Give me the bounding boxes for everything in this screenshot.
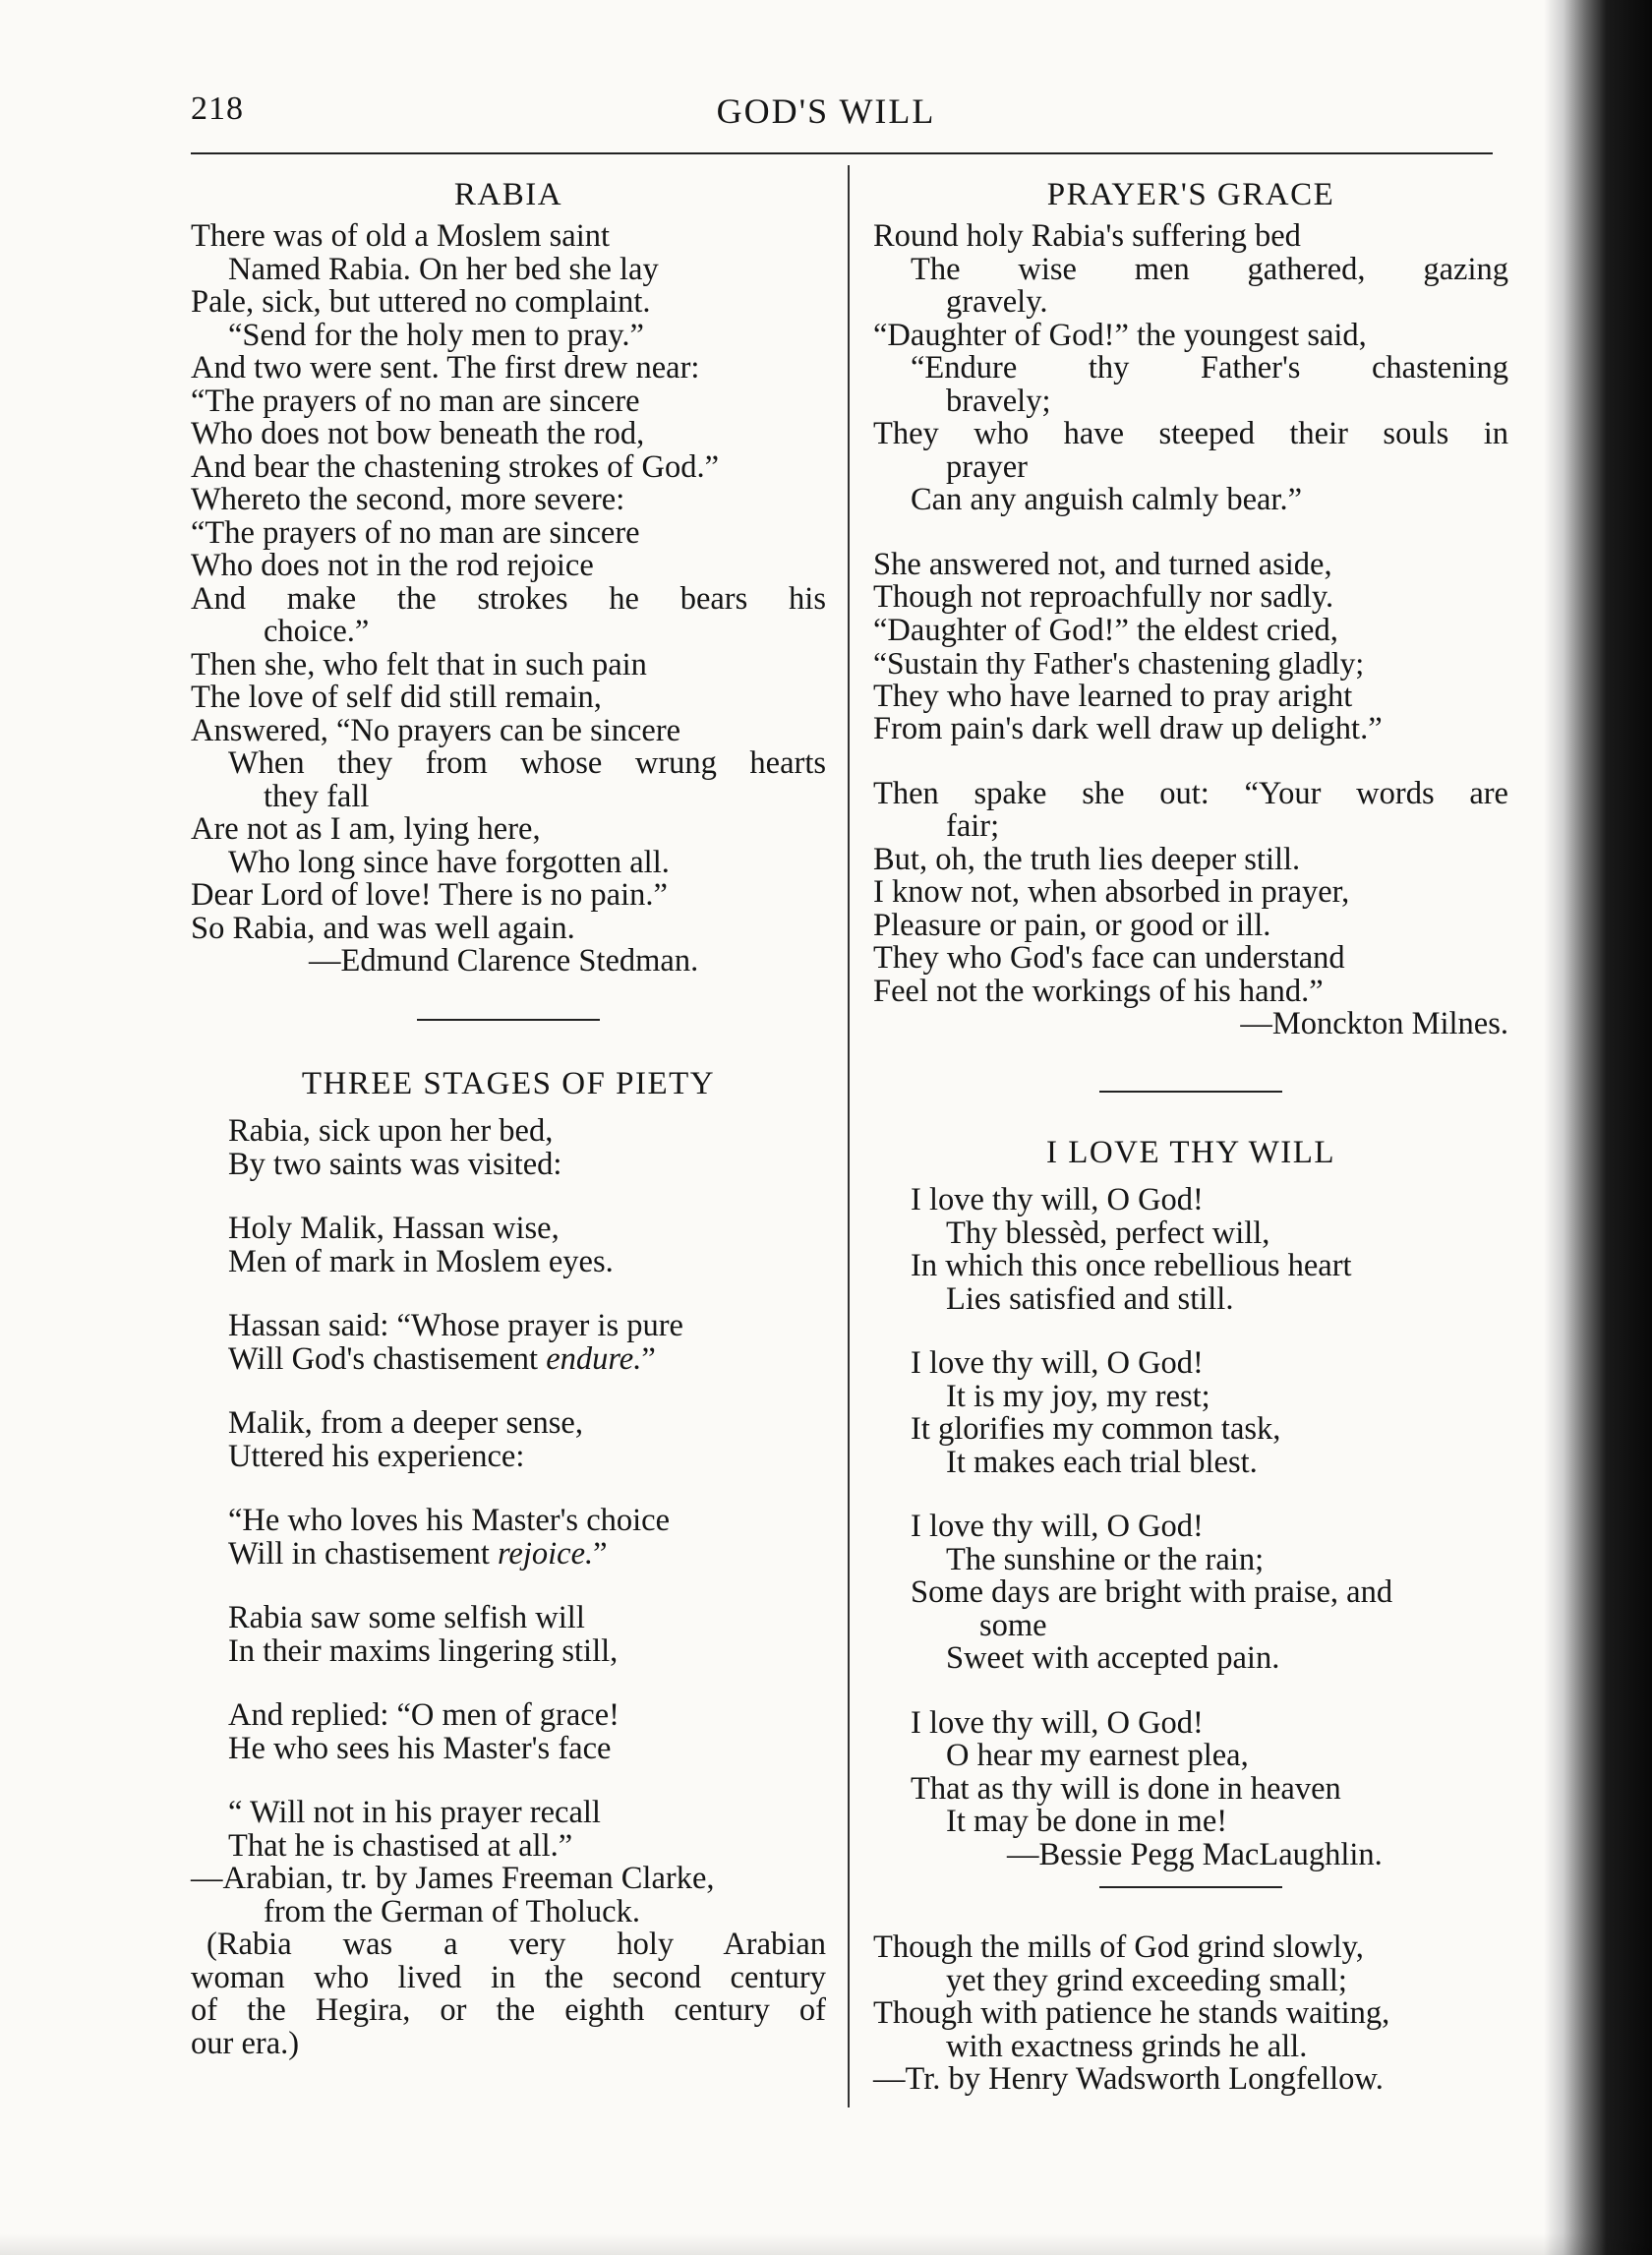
binding-edge — [1544, 0, 1652, 2255]
poem-line: Then spake she out: “Your words are — [873, 775, 1508, 811]
poem-line: That as thy will is done in heaven — [911, 1770, 1341, 1807]
poem-line: Named Rabia. On her bed she lay — [228, 251, 659, 287]
poem-line: Dear Lord of love! There is no pain.” — [191, 877, 668, 913]
poem-line: prayer — [946, 448, 1028, 485]
closing-quote: ” — [641, 1340, 656, 1377]
poem-line: “Send for the holy men to pray.” — [228, 317, 644, 353]
poem-line: The love of self did still remain, — [191, 680, 602, 715]
ornamental-rule — [417, 1019, 600, 1021]
poem-line: bravely; — [946, 383, 1051, 419]
stanza — [873, 1511, 1508, 1676]
poem-mills-of-god — [873, 1931, 1508, 2097]
poem-line: He who sees his Master's face — [228, 1730, 612, 1766]
poem-line: Answered, “No prayers can be sincere — [191, 712, 681, 748]
poem-attribution: —Tr. by Henry Wadsworth Longfellow. — [873, 2061, 1384, 2097]
poem-line: It makes each trial blest. — [946, 1444, 1258, 1480]
poem-line: “Endure thy Father's chastening — [911, 350, 1508, 386]
section-divider — [873, 1886, 1508, 1888]
stanza — [191, 1310, 826, 1376]
poem-line: gravely. — [946, 284, 1048, 320]
poem-title: I LOVE THY WILL — [1045, 1135, 1336, 1170]
poem-line: Round holy Rabia's suffering bed — [873, 218, 1301, 254]
poem-line: There was of old a Moslem saint — [191, 218, 611, 254]
poem-line: Whereto the second, more severe: — [191, 482, 625, 517]
poem-line: with exactness grinds he all. — [946, 2028, 1308, 2064]
poem-line: Thy blessèd, perfect will, — [946, 1215, 1270, 1251]
poem-line: Malik, from a deeper sense, — [228, 1405, 583, 1441]
stanza — [191, 1602, 826, 1668]
poem-line: “Daughter of God!” the youngest said, — [873, 317, 1367, 353]
poem-line: Though the mills of God grind slowly, — [873, 1929, 1364, 1965]
poem-line: Can any anguish calmly bear.” — [911, 482, 1302, 517]
poem-line: Sweet with accepted pain. — [946, 1640, 1280, 1676]
poem-line: I love thy will, O God! — [911, 1509, 1204, 1544]
poem-line: I know not, when absorbed in prayer, — [873, 874, 1350, 910]
emphasized-word: rejoice. — [497, 1535, 594, 1572]
poem-line: Then she, who felt that in such pain — [191, 646, 647, 682]
stanza — [191, 1505, 826, 1571]
poem-line: Rabia, sick upon her bed, — [228, 1113, 554, 1149]
stanza — [191, 1407, 826, 1473]
ornamental-rule — [1099, 1886, 1282, 1888]
stanza — [191, 1115, 826, 1181]
editorial-note: of the Hegira, or the eighth century of — [191, 1992, 826, 2028]
stanza — [873, 220, 1508, 517]
poem-attribution: —Edmund Clarence Stedman. — [309, 943, 699, 979]
poem-line: And bear the chastening strokes of God.” — [191, 448, 719, 485]
emphasized-word: endure. — [546, 1340, 642, 1377]
stanza — [191, 1213, 826, 1278]
poem-attribution: from the German of Tholuck. — [264, 1893, 640, 1929]
poem-line: It glorifies my common task, — [911, 1411, 1281, 1447]
poem-line: Holy Malik, Hassan wise, — [228, 1211, 560, 1246]
poem-line: But, oh, the truth lies deeper still. — [873, 841, 1301, 877]
section-divider — [873, 1091, 1508, 1093]
poem-line: they fall — [264, 778, 370, 814]
poem-line: Men of mark in Moslem eyes. — [228, 1243, 614, 1279]
poem-i-love-thy-will — [873, 1131, 1508, 1871]
poem-prayers-grace — [873, 173, 1508, 1041]
poem-line: Who does not in the rod rejoice — [191, 548, 594, 583]
poem-line: When they from whose wrung hearts — [228, 745, 826, 781]
poem-line: Though not reproachfully nor sadly. — [873, 579, 1334, 615]
stanza — [873, 1704, 1508, 1839]
poem-line: Some days are bright with praise, and — [911, 1574, 1393, 1610]
section-divider — [191, 1019, 826, 1021]
poem-line: “The prayers of no man are sincere — [191, 383, 640, 419]
poem-line: They who have steeped their souls in — [873, 416, 1508, 451]
poem-line: Hassan said: “Whose prayer is pure — [228, 1308, 683, 1343]
poem-line: They who have learned to pray aright — [873, 678, 1353, 714]
poem-line: I love thy will, O God! — [911, 1704, 1204, 1741]
editorial-note: woman who lived in the second century — [191, 1959, 826, 1995]
poem-line: That he is chastised at all.” — [228, 1827, 573, 1864]
poem-line: “Daughter of God!” the eldest cried, — [873, 612, 1338, 648]
ornamental-rule — [1099, 1091, 1282, 1093]
column-divider — [848, 165, 850, 2107]
poem-line: I love thy will, O God! — [911, 1345, 1204, 1381]
poem-line: Lies satisfied and still. — [946, 1280, 1234, 1317]
poem-line: In their maxims lingering still, — [228, 1632, 619, 1669]
header-rule — [191, 152, 1493, 154]
poem-line: Rabia saw some selfish will — [228, 1600, 585, 1635]
poem-line: Who long since have forgotten all. — [228, 844, 670, 880]
line-text: Will in chastisement — [228, 1535, 498, 1572]
poem-line: Pleasure or pain, or good or ill. — [873, 907, 1271, 943]
poem-line: “The prayers of no man are sincere — [191, 514, 640, 551]
poem-attribution: —Monckton Milnes. — [1240, 1006, 1508, 1041]
poem-line: Though with patience he stands waiting, — [873, 1995, 1390, 2031]
poem-line: O hear my earnest plea, — [946, 1738, 1249, 1773]
poem-line: Feel not the workings of his hand.” — [873, 973, 1324, 1009]
stanza — [191, 1699, 826, 1765]
stanza — [873, 1347, 1508, 1479]
editorial-note: our era.) — [191, 2025, 300, 2061]
stanza — [873, 775, 1508, 1009]
poem-line: It is my joy, my rest; — [946, 1378, 1210, 1414]
poem-line: Uttered his experience: — [228, 1438, 525, 1474]
line-text: Will God's chastisement — [228, 1340, 547, 1377]
poem-line: The sunshine or the rain; — [946, 1541, 1265, 1577]
stanza — [873, 546, 1508, 746]
editorial-note: (Rabia was a very holy Arabian — [206, 1927, 826, 1962]
poem-line: choice.” — [264, 614, 370, 649]
poem-title: PRAYER'S GRACE — [1046, 177, 1335, 212]
poem-line: some — [979, 1607, 1047, 1643]
poem-line: She answered not, and turned aside, — [873, 546, 1332, 582]
stanza — [873, 1184, 1508, 1316]
poem-line: Pale, sick, but uttered no complaint. — [191, 284, 651, 320]
poem-line: In which this once rebellious heart — [911, 1248, 1352, 1283]
poem-line: “He who loves his Master's choice — [228, 1503, 671, 1538]
poem-line: And two were sent. The first drew near: — [191, 350, 700, 386]
poem-line — [191, 1340, 826, 1377]
poem-attribution: —Arabian, tr. by James Freeman Clarke, — [191, 1861, 715, 1896]
closing-quote: ” — [593, 1535, 608, 1572]
poem-line: So Rabia, and was well again. — [191, 910, 575, 946]
page-shadow — [0, 2233, 1652, 2255]
poem-line: Who does not bow beneath the rod, — [191, 416, 645, 451]
poem-line: “ Will not in his prayer recall — [228, 1795, 601, 1830]
poem-line: And make the strokes he bears his — [191, 580, 826, 617]
poem-line: I love thy will, O God! — [911, 1182, 1204, 1217]
poem-line: Are not as I am, lying here, — [191, 811, 541, 847]
poem-line: From pain's dark well draw up delight.” — [873, 711, 1383, 746]
poem-line: “Sustain thy Father's chastening gladly; — [873, 646, 1365, 681]
poem-line: yet they grind exceeding small; — [946, 1962, 1347, 1998]
poem-title: RABIA — [453, 177, 563, 212]
poem-three-stages-of-piety — [191, 1062, 826, 2060]
stanza — [191, 1797, 826, 1863]
poem-line: It may be done in me! — [946, 1804, 1228, 1839]
poem-title: THREE STAGES OF PIETY — [301, 1066, 716, 1101]
page-number: 218 — [191, 90, 244, 127]
poem-line: They who God's face can understand — [873, 940, 1345, 976]
running-title: GOD'S WILL — [716, 91, 936, 131]
poem-line — [191, 1535, 826, 1572]
poem-line: By two saints was visited: — [228, 1146, 562, 1182]
poem-attribution: —Bessie Pegg MacLaughlin. — [1007, 1836, 1383, 1872]
poem-line: fair; — [946, 808, 1000, 844]
poem-line: And replied: “O men of grace! — [228, 1697, 620, 1733]
poem-rabia — [191, 173, 826, 979]
poem-line: The wise men gathered, gazing — [911, 251, 1508, 287]
